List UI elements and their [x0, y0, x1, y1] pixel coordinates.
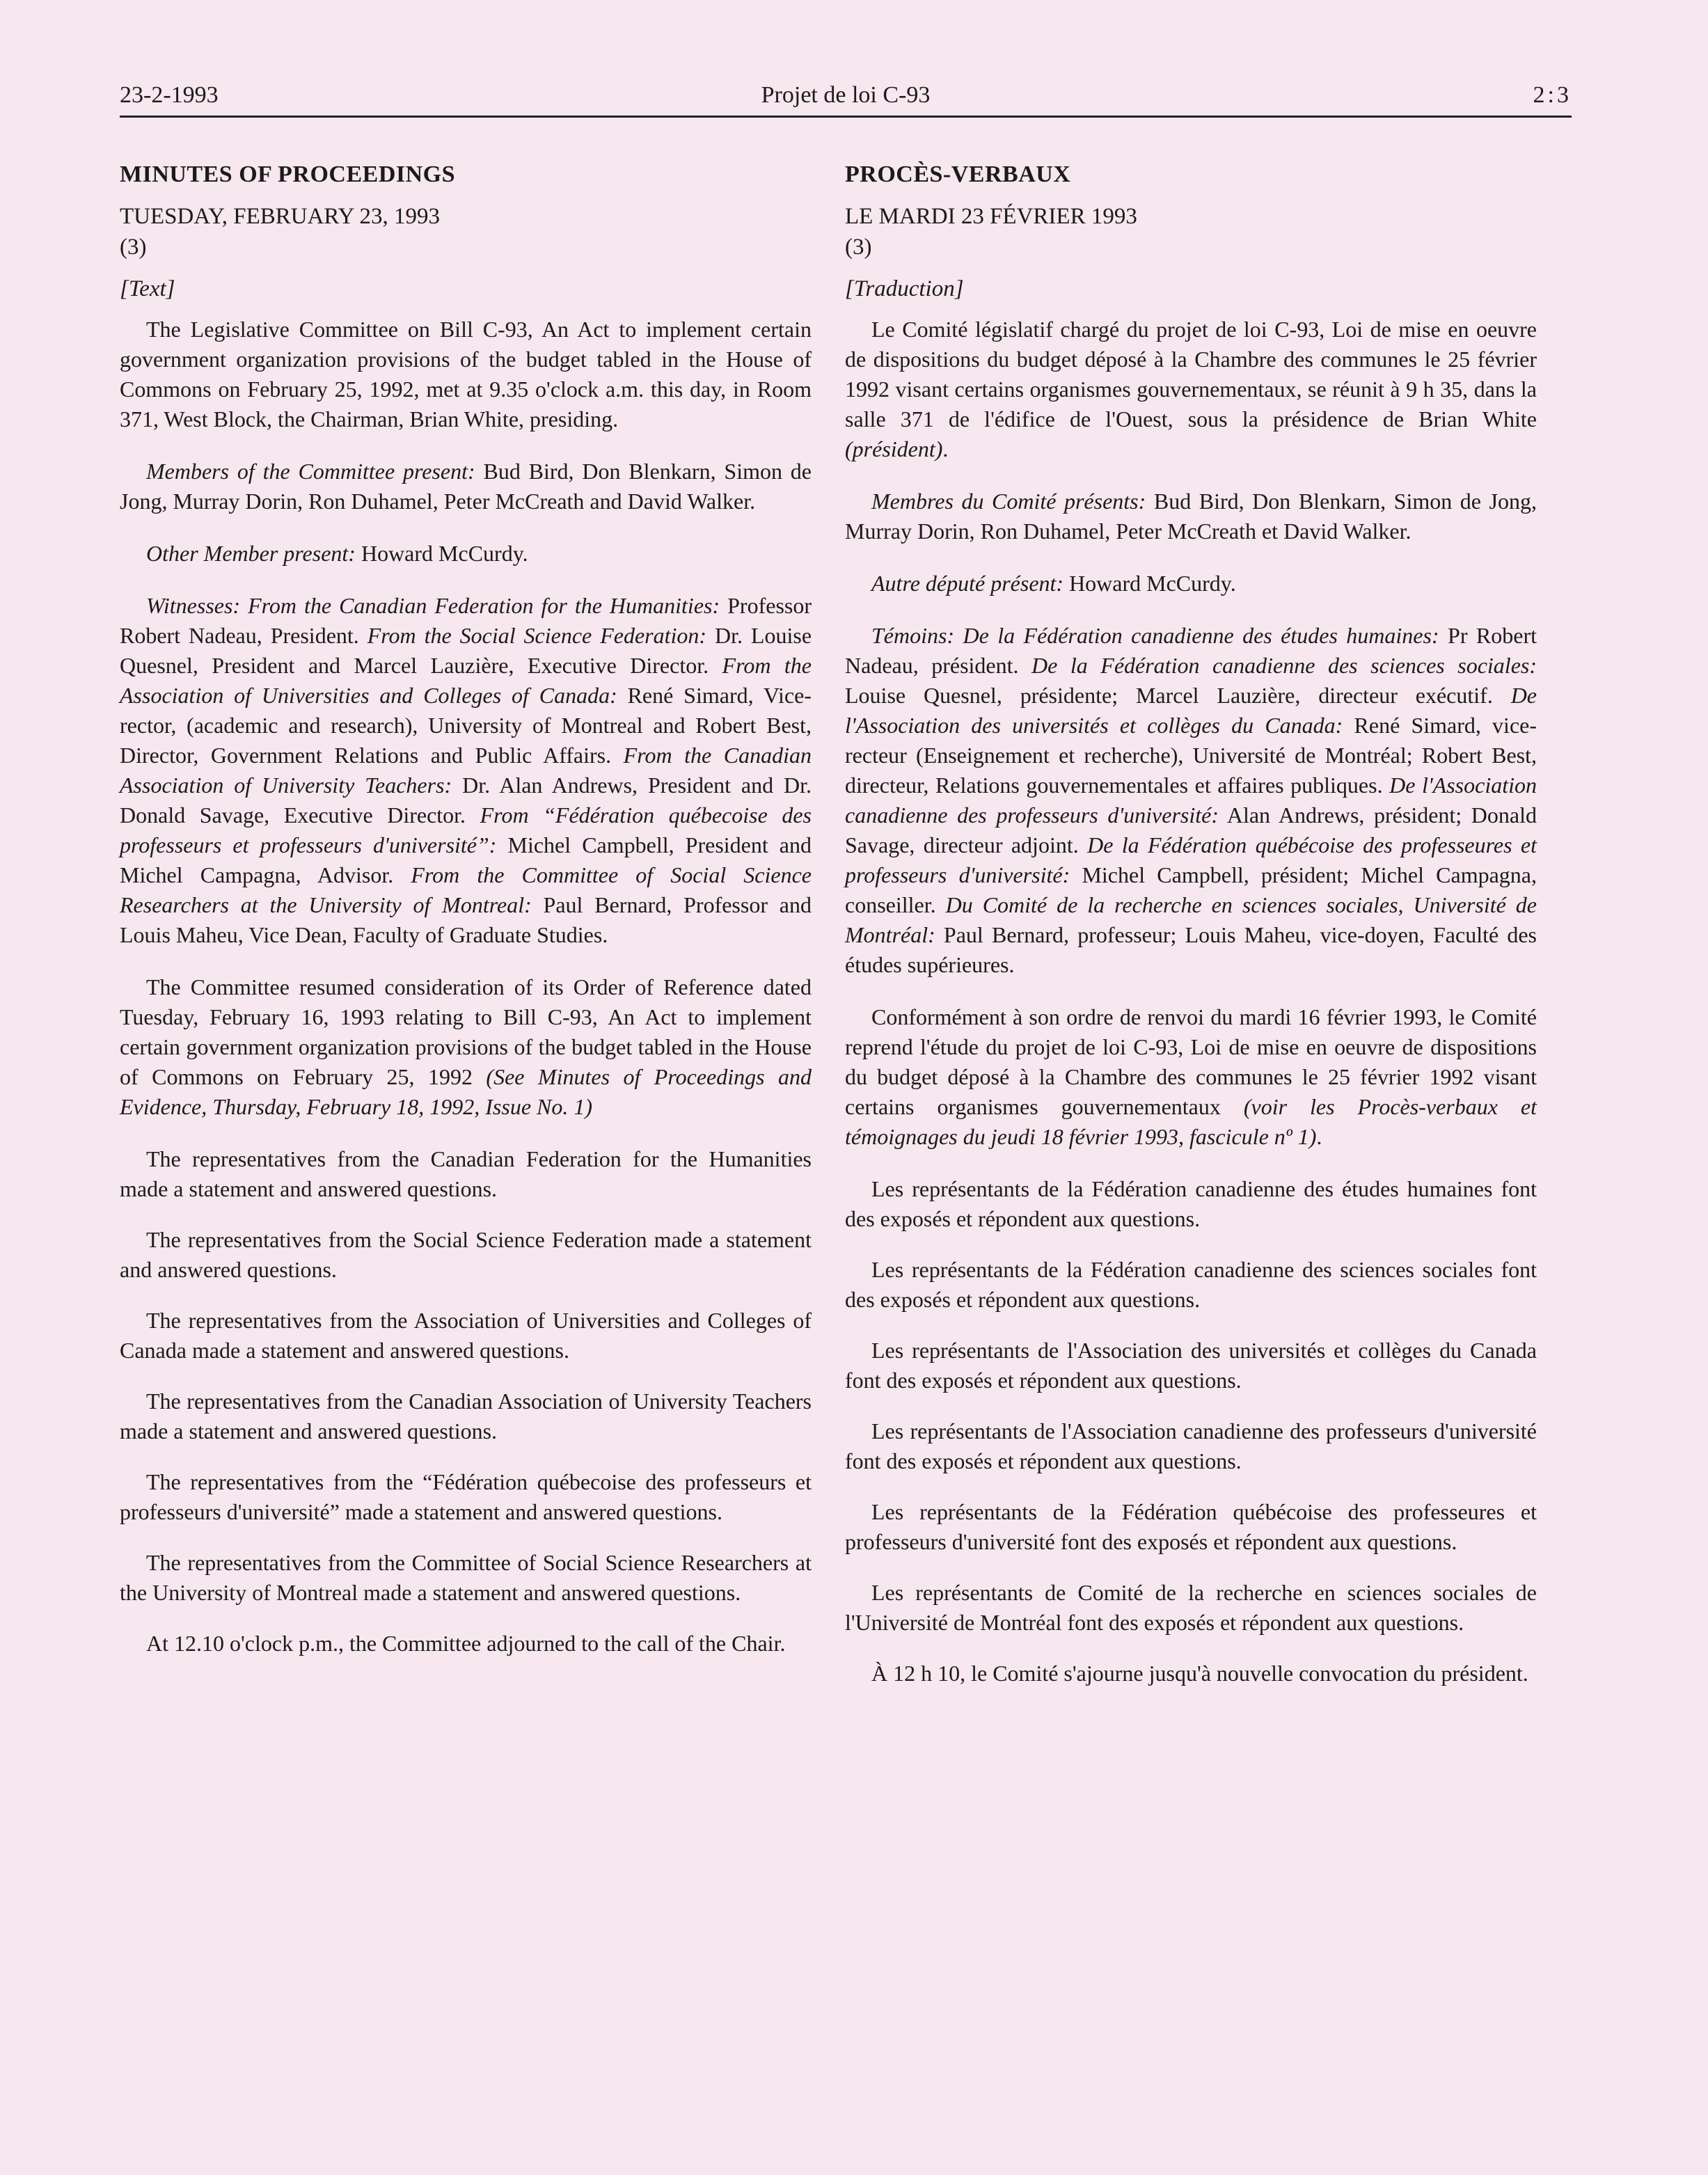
witness-text: Michel Campbell, President and Michel Campagna, Advisor. [120, 832, 812, 887]
witness-label: From the Committee of Social Science Researchers at the University of Montreal: [120, 862, 812, 917]
other-member-name: Howard McCurdy. [1063, 571, 1236, 596]
statement-paragraph: Les représentants de la Fédération québécoise des professeures et professeurs d'université font des exposés et répondent aux questions. [845, 1499, 1537, 1554]
meeting-number: (3) [120, 235, 147, 260]
meeting-date: LE MARDI 23 FÉVRIER 1993 [845, 204, 1137, 229]
statement-paragraph: Les représentants de Comité de la recherche en sciences sociales de l'Université de Montréal font des exposés et répondent aux questions. [845, 1580, 1537, 1635]
witness-text: René Simard, vice-recteur (Enseignement et recherche), Université de Montréal; Robert Best, directeur, Relations gouvernementales et affaires publiques. [845, 713, 1537, 798]
text-tag: [Text] [120, 276, 175, 301]
other-member-name: Howard McCurdy. [355, 541, 528, 566]
witness-label: From the Canadian Association of University Teachers: [120, 743, 812, 798]
witnesses [845, 621, 1537, 980]
adjournment-paragraph: At 12.10 o'clock p.m., the Committee adjourned to the call of the Chair. [146, 1631, 786, 1656]
opening-paragraph [845, 315, 1537, 464]
statement-paragraph: The representatives from the Canadian Association of University Teachers made a statement and answered questions. [120, 1389, 812, 1444]
witness-text: René Simard, Vice-rector, (academic and research), University of Montreal and Robert Best, Director, Government Relations and Public Affairs. [120, 683, 812, 768]
witness-text: Michel Campbell, président; Michel Campagna, conseiller. [845, 862, 1537, 917]
opening-paragraph: The Legislative Committee on Bill C-93, An Act to implement certain government organization provisions of the budget tabled in the House of Commons on February 25, 1992, met at 9.35 o'clock a.m. this day, in Room 371, West Block, the Chairman, Brian White, presiding. [120, 317, 812, 432]
witness-label: Témoins: De la Fédération canadienne des études humaines: [871, 623, 1439, 648]
witness-text: Dr. Louise Quesnel, President and Marcel Lauzière, Executive Director. [120, 623, 812, 678]
witness-text: Paul Bernard, professeur; Louis Maheu, vice-doyen, Faculté des études supérieures. [845, 922, 1537, 977]
witness-label: From the Association of Universities and Colleges of Canada: [120, 653, 812, 708]
members-label: Membres du Comité présents: [871, 489, 1146, 514]
witness-label: Du Comité de la recherche en sciences sociales, Université de Montréal: [845, 892, 1537, 947]
statement-paragraph: The representatives from the Committee of Social Science Researchers at the University of Montreal made a statement and answered questions. [120, 1550, 812, 1605]
statement-paragraph: Les représentants de l'Association canadienne des professeurs d'université font des exposés et répondent aux questions. [845, 1418, 1537, 1473]
members-list: Bud Bird, Don Blenkarn, Simon de Jong, Murray Dorin, Ron Duhamel, Peter McCreath et David Walker. [845, 489, 1537, 544]
witness-label: From the Social Science Federation: [367, 623, 707, 648]
statement-paragraph: The representatives from the Canadian Federation for the Humanities made a statement and answered questions. [120, 1146, 812, 1201]
order-of-reference [120, 972, 812, 1122]
header-page-number: 2:3 [1533, 82, 1572, 108]
witness-text: Alan Andrews, président; Donald Savage, directeur adjoint. [845, 802, 1537, 857]
statement-paragraph: The representatives from the Association of Universities and Colleges of Canada made a statement and answered questions. [120, 1308, 812, 1363]
order-end: . [1316, 1124, 1322, 1149]
section-heading: PROCÈS-VERBAUX [845, 161, 1071, 187]
other-member-label: Other Member present: [146, 541, 356, 566]
order-of-reference [845, 1002, 1537, 1152]
order-reference: (See Minutes of Proceedings and Evidence, Thursday, February 18, 1992, Issue No. 1) [120, 1064, 812, 1119]
header-date: 23-2-1993 [120, 82, 219, 108]
other-member [120, 539, 812, 569]
order-text: The Committee resumed consideration of its Order of Reference dated Tuesday, February 16, 1993 relating to Bill C-93, An Act to implement certain government organization provisions of the budget tabled in the House of Commons on February 25, 1992 [120, 974, 812, 1089]
other-member-label: Autre député présent: [871, 571, 1064, 596]
witnesses [120, 591, 812, 950]
chair-role: (président) [845, 436, 943, 461]
witness-label: De la Fédération canadienne des sciences sociales: [1031, 653, 1537, 678]
members-present [845, 487, 1537, 546]
witness-text: Professor Robert Nadeau, President. [120, 593, 812, 648]
members-list: Bud Bird, Don Blenkarn, Simon de Jong, Murray Dorin, Ron Duhamel, Peter McCreath and David Walker. [120, 459, 812, 514]
statement-paragraph: The representatives from the “Fédération québecoise des professeurs et professeurs d'université” made a statement and answered questions. [120, 1469, 812, 1524]
opening-text: Le Comité législatif chargé du projet de loi C-93, Loi de mise en oeuvre de dispositions du budget déposé à la Chambre des communes le 25 février 1992 visant certains organismes gouvernementaux, se réunit à 9 h 35, dans la salle 371 de l'édifice de l'Ouest, sous la présidence de Brian White [845, 317, 1537, 432]
members-label: Members of the Committee present: [146, 459, 475, 484]
page-header [120, 77, 1572, 118]
statement-paragraph: Les représentants de l'Association des universités et collèges du Canada font des exposés et répondent aux questions. [845, 1338, 1537, 1393]
witness-label: From “Fédération québecoise des professeurs et professeurs d'université”: [120, 802, 812, 857]
witness-label: De l'Association canadienne des professeurs d'université: [845, 773, 1537, 828]
witness-label: De l'Association des universités et collèges du Canada: [845, 683, 1537, 738]
english-column [120, 161, 812, 1681]
other-member [845, 569, 1537, 599]
french-column [845, 161, 1537, 1711]
opening-end: . [942, 436, 949, 461]
witness-text: Paul Bernard, Professor and Louis Maheu, Vice Dean, Faculty of Graduate Studies. [120, 892, 812, 947]
order-reference: (voir les Procès-verbaux et témoignages du jeudi 18 février 1993, fascicule nº 1) [845, 1094, 1537, 1149]
meeting-number: (3) [845, 235, 872, 260]
order-text: Conformément à son ordre de renvoi du mardi 16 février 1993, le Comité reprend l'étude du projet de loi C-93, Loi de mise en oeuvre de dispositions du budget déposé à la Chambre des communes le 25 février 1992 visant certains organismes gouvernementaux [845, 1004, 1537, 1119]
section-heading: MINUTES OF PROCEEDINGS [120, 161, 456, 187]
members-present [120, 457, 812, 516]
translation-tag: [Traduction] [845, 276, 964, 301]
meeting-date: TUESDAY, FEBRUARY 23, 1993 [120, 204, 440, 229]
witness-text: Louise Quesnel, présidente; Marcel Lauzière, directeur exécutif. [845, 683, 1511, 708]
witness-label: De la Fédération québécoise des professeures et professeurs d'université: [845, 832, 1537, 887]
statement-paragraph: The representatives from the Social Science Federation made a statement and answered questions. [120, 1227, 812, 1282]
witness-text: Dr. Alan Andrews, President and Dr. Donald Savage, Executive Director. [120, 773, 812, 828]
header-title: Projet de loi C-93 [761, 82, 931, 108]
witness-text: Pr Robert Nadeau, président. [845, 623, 1537, 678]
statement-paragraph: Les représentants de la Fédération canadienne des études humaines font des exposés et répondent aux questions. [845, 1176, 1537, 1231]
witness-label: Witnesses: From the Canadian Federation for the Humanities: [146, 593, 720, 618]
statement-paragraph: Les représentants de la Fédération canadienne des sciences sociales font des exposés et répondent aux questions. [845, 1257, 1537, 1312]
adjournment-paragraph: À 12 h 10, le Comité s'ajourne jusqu'à nouvelle convocation du président. [871, 1661, 1528, 1686]
